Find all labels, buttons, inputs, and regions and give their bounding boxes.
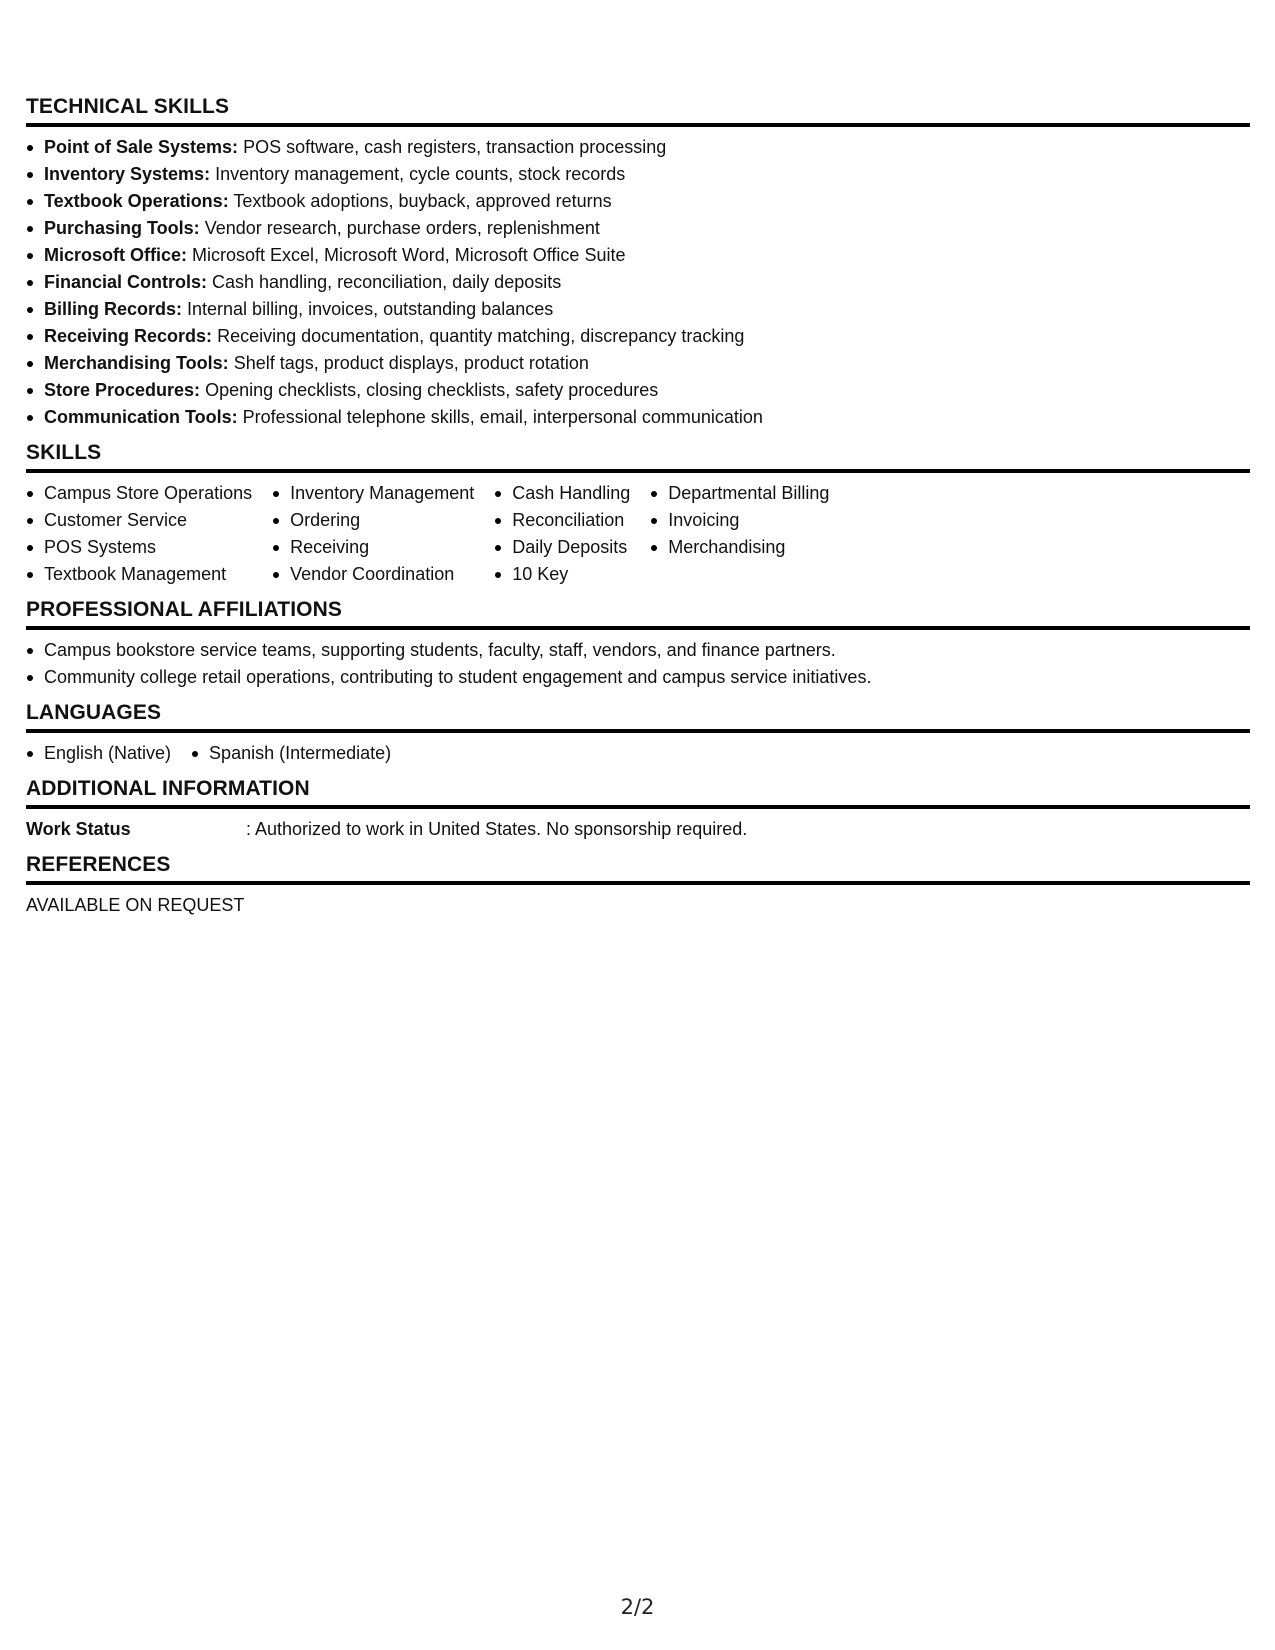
list-item: Invoicing — [650, 507, 829, 534]
item-text: Receiving documentation, quantity matching, discrepancy tracking — [212, 326, 745, 346]
list-item — [26, 134, 1250, 161]
skills-column — [650, 480, 829, 588]
list-item: Daily Deposits — [494, 534, 630, 561]
references-text: AVAILABLE ON REQUEST — [26, 895, 245, 915]
list-item: POS Systems — [26, 534, 252, 561]
list-item — [26, 296, 1250, 323]
section-title-languages: LANGUAGES — [26, 700, 1250, 733]
work-status-key: Work Status — [26, 819, 131, 839]
item-text: Shelf tags, product displays, product rotation — [228, 353, 589, 373]
list-item: Customer Service — [26, 507, 252, 534]
skills-column — [26, 480, 252, 588]
list-item — [26, 161, 1250, 188]
list-item — [26, 269, 1250, 296]
skills-grid — [26, 480, 1250, 588]
list-item: English (Native) — [26, 740, 171, 767]
technical-skills-section — [26, 94, 1250, 440]
item-text: Professional telephone skills, email, interpersonal communication — [237, 407, 763, 427]
section-title-additional-info: ADDITIONAL INFORMATION — [26, 776, 1250, 809]
list-item: Campus Store Operations — [26, 480, 252, 507]
section-title-references: REFERENCES — [26, 852, 1250, 885]
item-text: Microsoft Excel, Microsoft Word, Microsoft Office Suite — [187, 245, 626, 265]
item-label: Microsoft Office: — [44, 245, 188, 265]
affiliations-list — [26, 637, 1250, 691]
skills-column — [494, 480, 630, 588]
list-item — [26, 188, 1250, 215]
list-item: Cash Handling — [494, 480, 630, 507]
list-item: Ordering — [272, 507, 474, 534]
item-label: Textbook Operations: — [44, 191, 229, 211]
item-text: Cash handling, reconciliation, daily deposits — [207, 272, 562, 292]
languages-section — [26, 700, 1250, 776]
item-label: Financial Controls: — [44, 272, 208, 292]
list-item: Textbook Management — [26, 561, 252, 588]
list-item: 10 Key — [494, 561, 630, 588]
references-section — [26, 852, 1250, 928]
skills-section — [26, 440, 1250, 597]
section-title-technical-skills: TECHNICAL SKILLS — [26, 94, 1250, 127]
list-item — [26, 377, 1250, 404]
item-text: Internal billing, invoices, outstanding balances — [182, 299, 554, 319]
work-status-row — [26, 816, 1250, 843]
list-item: Community college retail operations, contributing to student engagement and campus service initiatives. — [26, 664, 1250, 691]
list-item — [26, 350, 1250, 377]
item-label: Billing Records: — [44, 299, 183, 319]
list-item: Receiving — [272, 534, 474, 561]
list-item: Inventory Management — [272, 480, 474, 507]
skills-column — [272, 480, 474, 588]
item-label: Merchandising Tools: — [44, 353, 229, 373]
list-item: Campus bookstore service teams, supporting students, faculty, staff, vendors, and finance partners. — [26, 637, 1250, 664]
list-item: Vendor Coordination — [272, 561, 474, 588]
section-title-skills: SKILLS — [26, 440, 1250, 473]
item-label: Inventory Systems: — [44, 164, 211, 184]
affiliations-section — [26, 597, 1250, 700]
work-status-value: : Authorized to work in United States. No sponsorship required. — [246, 819, 748, 839]
list-item: Merchandising — [650, 534, 829, 561]
list-item: Departmental Billing — [650, 480, 829, 507]
item-label: Point of Sale Systems: — [44, 137, 239, 157]
additional-info-section — [26, 776, 1250, 852]
list-item — [26, 323, 1250, 350]
list-item: Spanish (Intermediate) — [191, 740, 391, 767]
item-label: Store Procedures: — [44, 380, 201, 400]
item-label: Purchasing Tools: — [44, 218, 200, 238]
languages-list — [26, 740, 1250, 767]
item-label: Receiving Records: — [44, 326, 213, 346]
item-text: Opening checklists, closing checklists, safety procedures — [200, 380, 659, 400]
list-item — [26, 215, 1250, 242]
item-text: Vendor research, purchase orders, replenishment — [199, 218, 600, 238]
page-number: 2/2 — [620, 1595, 655, 1619]
section-title-affiliations: PROFESSIONAL AFFILIATIONS — [26, 597, 1250, 630]
list-item — [26, 404, 1250, 431]
resume-page — [26, 94, 1250, 928]
item-label: Communication Tools: — [44, 407, 238, 427]
list-item: Reconciliation — [494, 507, 630, 534]
item-text: POS software, cash registers, transaction processing — [238, 137, 667, 157]
item-text: Inventory management, cycle counts, stock records — [210, 164, 626, 184]
item-text: Textbook adoptions, buyback, approved returns — [228, 191, 612, 211]
list-item — [26, 242, 1250, 269]
technical-skills-list — [26, 134, 1250, 431]
